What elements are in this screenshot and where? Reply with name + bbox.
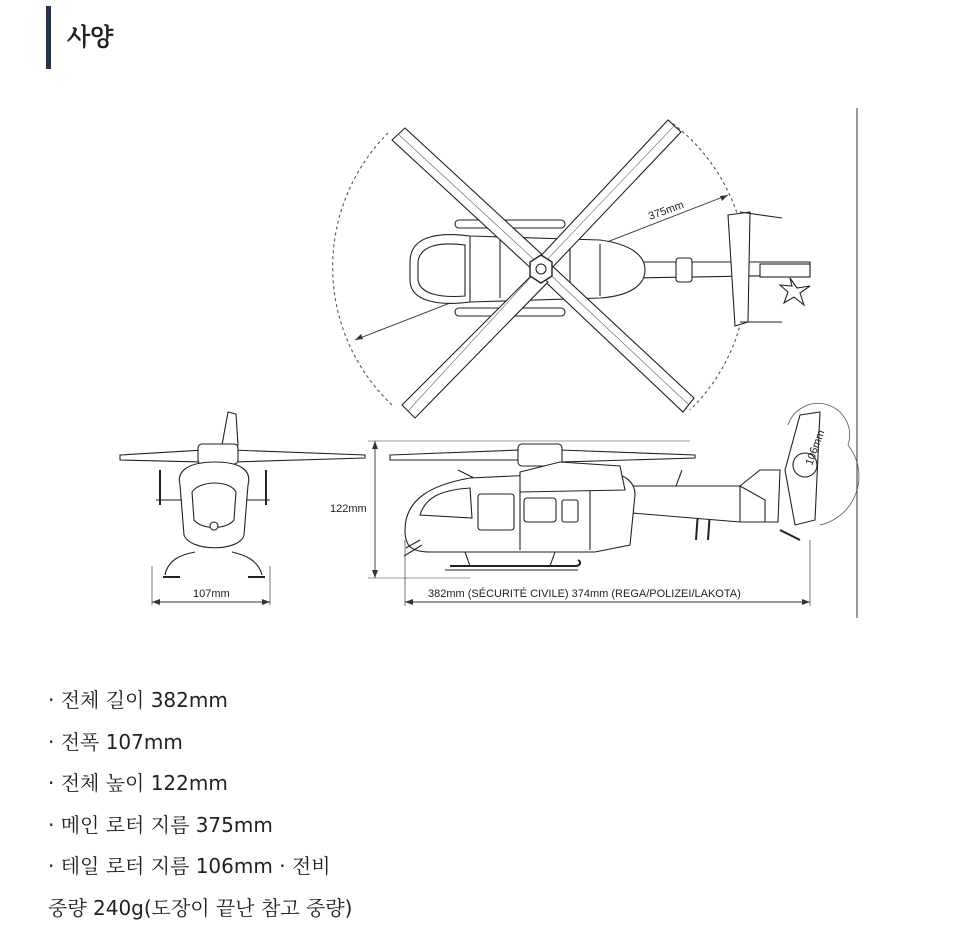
spec-item-tail-rotor: · 테일 로터 지름 106mm · 전비 — [48, 854, 331, 878]
section-header — [46, 6, 113, 69]
spec-list — [48, 680, 928, 929]
spec-item-main-rotor: · 메인 로터 지름 375mm — [48, 812, 273, 837]
length-label: 382mm (SÉCURITÉ CIVILE) 374mm (REGA/POLIZEI/LAKOTA) — [428, 588, 741, 600]
top-view — [333, 120, 810, 418]
height-label: 122mm — [330, 503, 367, 515]
width-label: 107mm — [193, 588, 230, 600]
spec-item-width: · 전폭 107mm — [48, 729, 183, 754]
main-rotor-label: 375mm — [646, 198, 686, 223]
spec-item-length: · 전체 길이 382mm — [48, 688, 228, 712]
side-view — [368, 403, 859, 606]
section-title: 사양 — [67, 23, 114, 51]
spec-item-weight: 중량 240g(도장이 끝난 참고 중량) — [48, 895, 353, 920]
helicopter-technical-drawing — [100, 100, 870, 625]
tail-rotor-label: 106mm — [803, 428, 828, 468]
front-view — [120, 412, 365, 605]
spec-item-height: · 전체 높이 122mm — [48, 771, 228, 795]
